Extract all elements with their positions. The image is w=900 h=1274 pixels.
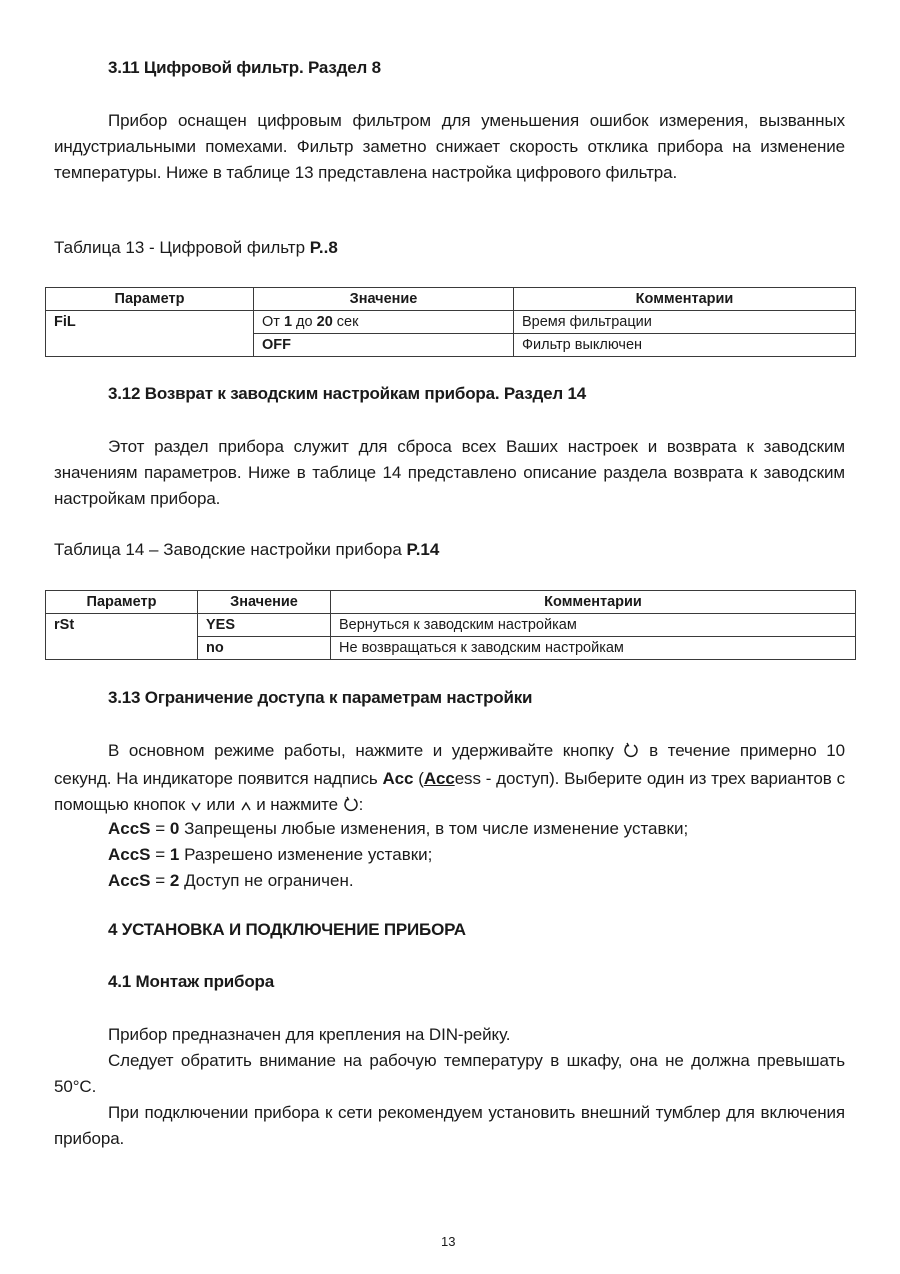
heading-4-1: 4.1 Монтаж прибора	[108, 972, 274, 991]
header-value: Значение	[198, 591, 331, 614]
option-key: AccS	[108, 819, 151, 838]
value-cell: no	[198, 637, 331, 660]
paragraph-text: При подключении прибора к сети рекомендуем установить внешний тумблер для включения прибора.	[54, 1103, 845, 1148]
table-13	[45, 287, 856, 357]
option-text: Разрешено изменение уставки;	[179, 845, 433, 864]
value-mid: до	[292, 314, 317, 330]
access-option-2	[108, 868, 354, 894]
heading-3-12: 3.12 Возврат к заводским настройкам прибора. Раздел 14	[108, 384, 586, 403]
caption-text: Таблица 13 - Цифровой фильтр	[54, 238, 310, 257]
value-cell: OFF	[254, 334, 514, 357]
paragraph-3-11-text: Прибор оснащен цифровым фильтром для уменьшения ошибок измерения, вызванных индустриальными помехами. Фильтр заметно снижает скорость отклика прибора на изменение температуры. Ниже в таблице 13 представлена настройка цифрового фильтра.	[54, 111, 845, 182]
acc-label: Acc	[382, 769, 414, 788]
text-part: В основном режиме работы, нажмите и удерживайте кнопку	[108, 741, 624, 760]
paragraph-4-1-c	[54, 1100, 845, 1152]
page-number: 13	[441, 1234, 456, 1249]
paragraph-3-12-text: Этот раздел прибора служит для сброса всех Ваших настроек и возврата к заводским значениям параметров. Ниже в таблице 14 представлено описание раздела возврата к заводским настройкам прибора.	[54, 437, 845, 508]
paragraph-4-1-b	[54, 1048, 845, 1100]
header-comment: Комментарии	[331, 591, 856, 614]
option-text: Запрещены любые изменения, в том числе изменение уставки;	[179, 819, 689, 838]
text-part: или	[201, 795, 240, 814]
comment-cell: Вернуться к заводским настройкам	[331, 614, 856, 637]
text-part: :	[358, 795, 364, 814]
text-part: ess - доступ). Выберите один из трех вариантов с помощью кнопок	[54, 769, 845, 814]
header-param: Параметр	[46, 288, 254, 311]
text-part: (	[413, 769, 424, 788]
option-text: Доступ не ограничен.	[179, 871, 354, 890]
value-to: 20	[316, 314, 333, 330]
paragraph-text: Прибор предназначен для крепления на DIN-рейку.	[108, 1025, 511, 1044]
access-option-0	[108, 816, 688, 842]
option-key: AccS	[108, 871, 151, 890]
param-cell: rSt	[46, 614, 198, 660]
option-value: 2	[169, 871, 180, 890]
caption-code: P..8	[309, 238, 338, 257]
value-cell: YES	[198, 614, 331, 637]
heading-3-11: 3.11 Цифровой фильтр. Раздел 8	[108, 58, 381, 77]
table-row	[46, 311, 856, 334]
refresh-circular-arrow-icon	[623, 740, 639, 766]
option-eq: =	[150, 819, 170, 838]
value-prefix: От	[262, 314, 284, 330]
caption-text: Таблица 14 – Заводские настройки прибора	[54, 540, 407, 559]
header-param: Параметр	[46, 591, 198, 614]
value-from: 1	[283, 314, 293, 330]
option-eq: =	[150, 871, 170, 890]
access-option-1	[108, 842, 432, 868]
paragraph-3-13	[54, 738, 845, 820]
option-eq: =	[150, 845, 170, 864]
heading-4: 4 УСТАНОВКА И ПОДКЛЮЧЕНИЕ ПРИБОРА	[108, 920, 466, 939]
access-abbrev: Acc	[423, 769, 455, 788]
comment-cell: Не возвращаться к заводским настройкам	[331, 637, 856, 660]
table-header-row	[46, 288, 856, 311]
table-13-caption	[54, 238, 338, 258]
heading-3-13: 3.13 Ограничение доступа к параметрам настройки	[108, 688, 533, 707]
table-14	[45, 590, 856, 660]
table-14-caption	[54, 540, 439, 560]
text-part: в течение примерно 10 секунд. На индикаторе появится надпись	[54, 741, 845, 788]
table-header-row	[46, 591, 856, 614]
caption-code: P.14	[406, 540, 440, 559]
option-value: 0	[169, 819, 180, 838]
paragraph-3-12	[54, 434, 845, 512]
comment-cell: Фильтр выключен	[514, 334, 856, 357]
option-value: 1	[169, 845, 180, 864]
value-suffix: сек	[332, 314, 359, 330]
header-comment: Комментарии	[514, 288, 856, 311]
paragraph-4-1-a	[54, 1022, 845, 1048]
paragraph-3-11	[54, 108, 845, 186]
header-value: Значение	[254, 288, 514, 311]
table-row	[46, 614, 856, 637]
paragraph-text: Следует обратить внимание на рабочую температуру в шкафу, она не должна превышать 50°С.	[54, 1051, 845, 1096]
value-cell	[254, 311, 514, 334]
text-part: и нажмите	[251, 795, 343, 814]
comment-cell: Время фильтрации	[514, 311, 856, 334]
option-key: AccS	[108, 845, 151, 864]
param-cell: FiL	[46, 311, 254, 357]
